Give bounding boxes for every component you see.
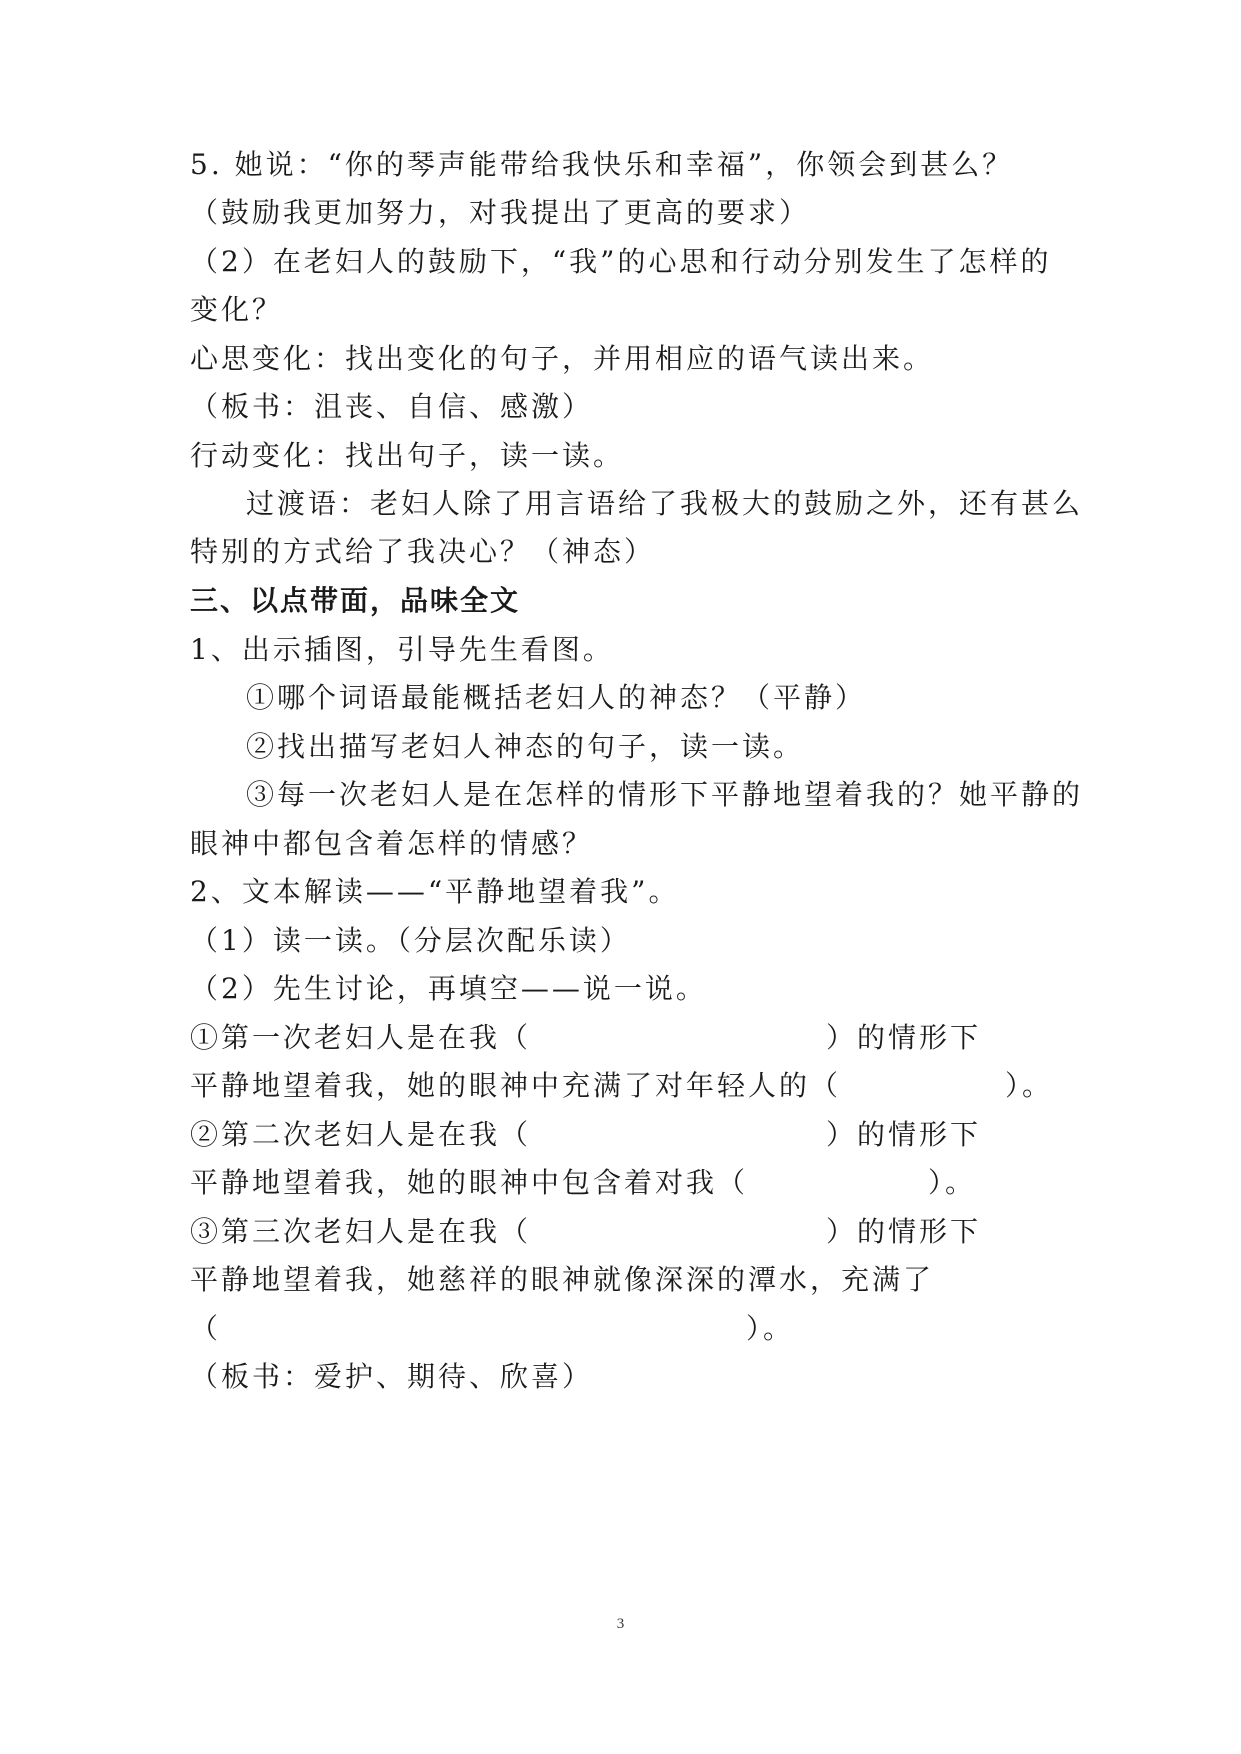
- board-note-1: （板书：沮丧、自信、感激）: [190, 390, 594, 423]
- section-heading: 三、以点带面，品味全文: [190, 584, 521, 617]
- fill-blank-4-right: ）。: [928, 1166, 977, 1199]
- item-2: 2、文本解读——“平静地望着我”。: [190, 875, 680, 908]
- fill-blank-1: [190, 1018, 1070, 1058]
- item-2-sub-2: （2）先生讨论，再填空——说一说。: [190, 972, 707, 1005]
- fill-blank-7-left: （: [190, 1312, 222, 1345]
- fill-blank-1-left: ①第一次老妇人是在我（: [190, 1021, 532, 1054]
- fill-blank-4: [190, 1163, 1070, 1203]
- board-note-2: （板书：爱护、期待、欣喜）: [190, 1360, 594, 1393]
- fill-blank-2-left: 平静地望着我，她的眼神中充满了对年轻人的（: [190, 1069, 842, 1102]
- page-number: 3: [616, 1616, 625, 1632]
- fill-blank-5: [190, 1212, 1070, 1252]
- fill-blank-3-left: ②第二次老妇人是在我（: [190, 1118, 532, 1151]
- fill-blank-5-left: ③第三次老妇人是在我（: [190, 1215, 532, 1248]
- item-1-sub-1: ①哪个词语最能概括老妇人的神态？（平静）: [246, 681, 867, 714]
- mind-change: 心思变化：找出变化的句子，并用相应的语气读出来。: [190, 342, 935, 375]
- fill-blank-3-right: ）的情形下: [826, 1118, 982, 1151]
- transition-line1: 过渡语：老妇人除了用言语给了我极大的鼓励之外，还有甚么: [246, 487, 1084, 520]
- fill-blank-2-right: ）。: [1005, 1069, 1054, 1102]
- fill-blank-6: 平静地望着我，她慈祥的眼神就像深深的潭水，充满了: [190, 1263, 935, 1296]
- transition-line2: 特别的方式给了我决心？（神态）: [190, 535, 656, 568]
- action-change: 行动变化：找出句子，读一读。: [190, 439, 625, 472]
- item-1: 1、出示插图，引导先生看图。: [190, 633, 614, 666]
- item-1-sub-2: ②找出描写老妇人神态的句子，读一读。: [246, 730, 805, 763]
- question-5: 5. 她说：“你的琴声能带给我快乐和幸福”，你领会到甚么？: [190, 148, 1014, 181]
- question-2-line2: 变化？: [190, 293, 284, 326]
- fill-blank-7: [190, 1309, 1070, 1349]
- item-1-sub-3-line1: ③每一次老妇人是在怎样的情形下平静地望着我的？她平静的: [246, 778, 1084, 811]
- fill-blank-2: [190, 1066, 1070, 1106]
- fill-blank-7-right: ）。: [746, 1312, 795, 1345]
- answer-5: （鼓励我更加努力，对我提出了更高的要求）: [190, 196, 811, 229]
- fill-blank-5-right: ）的情形下: [826, 1215, 982, 1248]
- fill-blank-4-left: 平静地望着我，她的眼神中包含着对我（: [190, 1166, 749, 1199]
- fill-blank-3: [190, 1115, 1070, 1155]
- fill-blank-1-right: ）的情形下: [826, 1021, 982, 1054]
- item-1-sub-3-line2: 眼神中都包含着怎样的情感？: [190, 827, 594, 860]
- item-2-sub-1: （1）读一读。（分层次配乐读）: [190, 924, 631, 957]
- question-2-line1: （2）在老妇人的鼓励下，“我”的心思和行动分别发生了怎样的: [190, 245, 1052, 278]
